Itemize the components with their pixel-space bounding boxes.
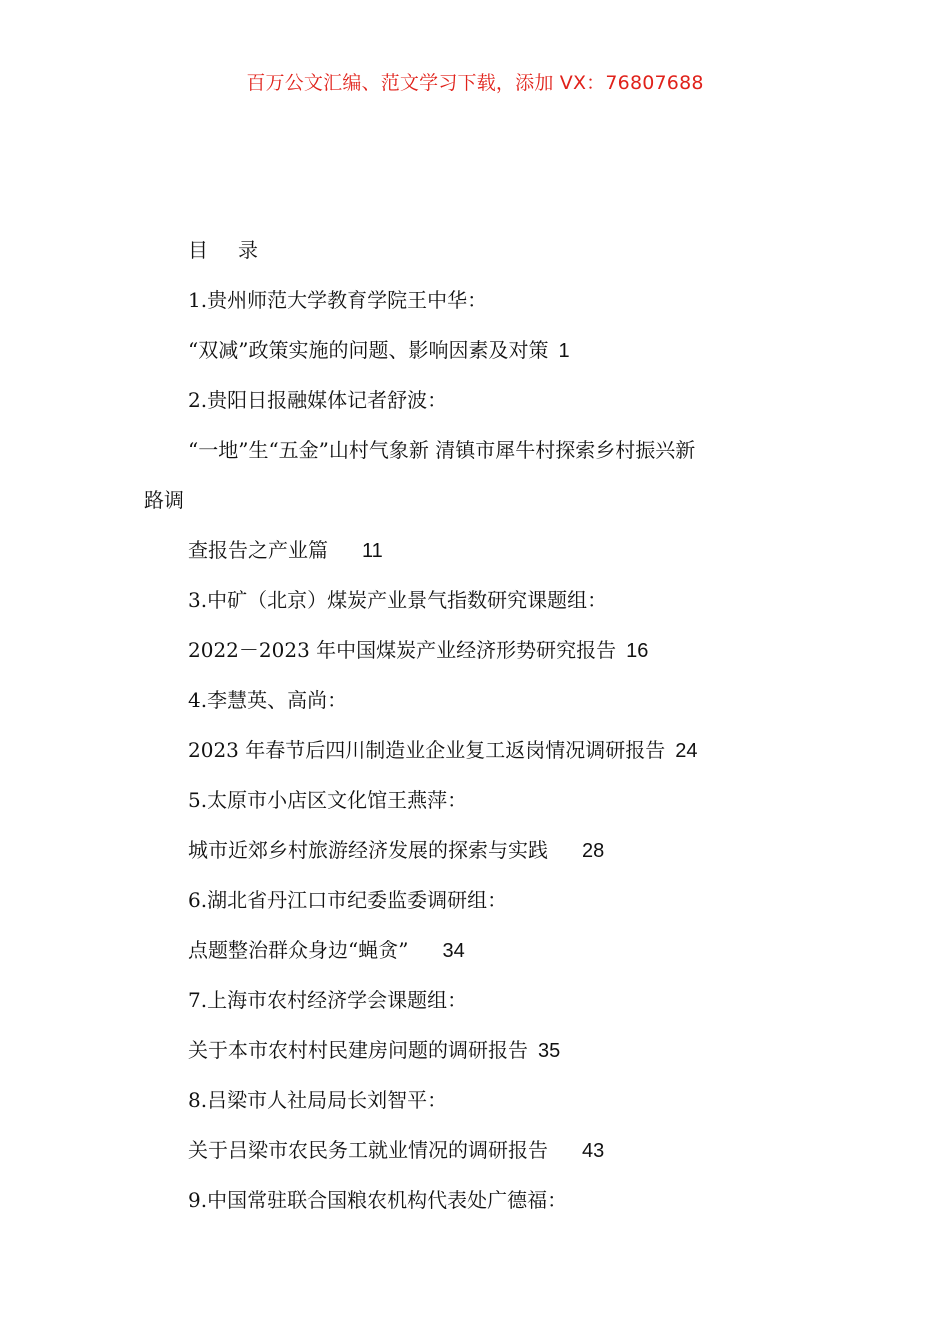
toc-page-number: 43 <box>582 1140 605 1162</box>
toc-entry-title-text: 点题整治群众身边“蝇贪” <box>188 938 409 962</box>
toc-entry-title <box>0 332 950 382</box>
toc-entry-author: 4.李慧英、高尚： <box>188 688 348 712</box>
toc-entry-author: 2.贵阳日报融媒体记者舒波： <box>188 388 448 412</box>
toc-entry-title-text: “一地”生“五金”山村气象新 清镇市犀牛村探索乡村振兴新 <box>188 438 696 462</box>
toc-entry-title-text: 2023 年春节后四川制造业企业复工返岗情况调研报告 <box>188 738 666 762</box>
toc-entry-author: 8.吕梁市人社局局长刘智平： <box>188 1088 448 1112</box>
toc-page-number: 1 <box>558 340 570 362</box>
toc-page-number: 34 <box>442 940 465 962</box>
toc-entry-author: 7.上海市农村经济学会课题组： <box>188 988 468 1012</box>
toc-title-char-2: 录 <box>238 238 258 262</box>
toc-entry-author: 1.贵州师范大学教育学院王中华： <box>188 288 488 312</box>
toc-entry-title-text: 城市近郊乡村旅游经济发展的探索与实践 <box>188 838 548 862</box>
toc-entry-author: 6.湖北省丹江口市纪委监委调研组： <box>188 888 508 912</box>
toc-entry-title <box>0 732 950 782</box>
toc-entry-title-text: 关于吕梁市农民务工就业情况的调研报告 <box>188 1138 548 1162</box>
toc-entry-title <box>0 632 950 682</box>
toc-title <box>0 232 950 282</box>
watermark-header: 百万公文汇编、范文学习下载，添加 VX：76807688 <box>246 72 704 94</box>
toc-page-number: 24 <box>675 740 698 762</box>
toc-entry-title-text: 关于本市农村村民建房问题的调研报告 <box>188 1038 528 1062</box>
toc-page-number: 16 <box>626 640 649 662</box>
toc-entry-title <box>0 1032 950 1082</box>
toc-entry-author: 9.中国常驻联合国粮农机构代表处广德福： <box>188 1188 568 1212</box>
toc-entry-title <box>0 1132 950 1182</box>
toc-entry-author: 5.太原市小店区文化馆王燕萍： <box>188 788 468 812</box>
toc-page-number: 11 <box>362 540 383 562</box>
toc-entry-title <box>0 532 950 582</box>
toc-entry-author: 3.中矿（北京）煤炭产业景气指数研究课题组： <box>188 588 608 612</box>
toc-entry-title-text: “双减”政策实施的问题、影响因素及对策 <box>188 338 549 362</box>
toc-title-char-1: 目 <box>188 238 208 262</box>
toc-page-number: 35 <box>538 1040 561 1062</box>
toc-page-number: 28 <box>582 840 605 862</box>
toc-entry-title <box>0 932 950 982</box>
table-of-contents <box>0 232 950 1232</box>
toc-entry-title-text: 2022－2023 年中国煤炭产业经济形势研究报告 <box>188 638 617 662</box>
toc-entry-title <box>0 832 950 882</box>
toc-entry-title-text: 查报告之产业篇 <box>188 538 328 562</box>
toc-entry-title-text: 路调 <box>144 488 184 512</box>
